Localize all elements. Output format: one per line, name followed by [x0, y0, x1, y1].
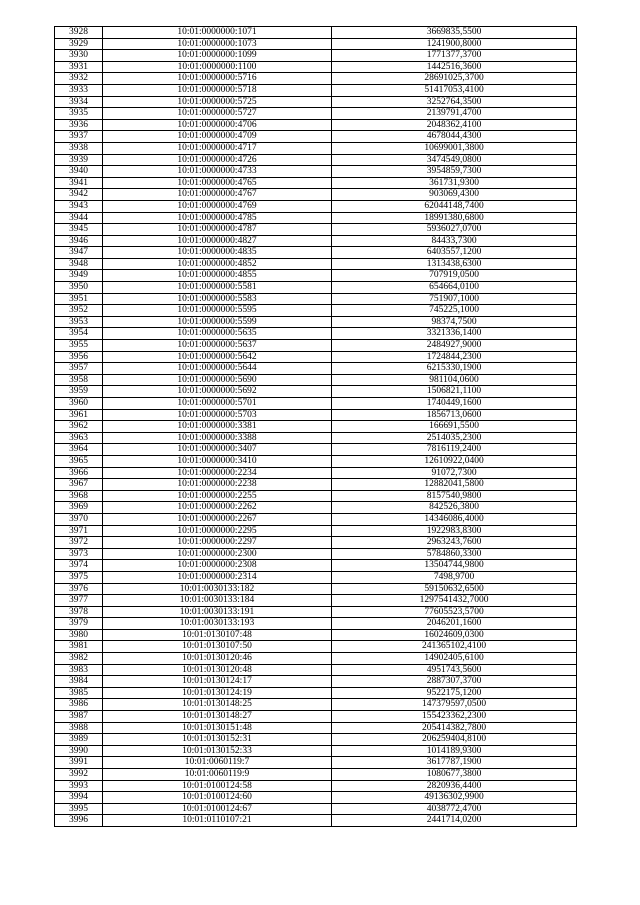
row-number-cell: 3966: [55, 467, 103, 479]
table-row: [55, 154, 577, 166]
row-number-cell: 3950: [55, 282, 103, 294]
row-number-cell: 3935: [55, 108, 103, 120]
cadastral-number-cell: 10:01:0100124:60: [103, 792, 332, 804]
value-cell: 1297541432,7000: [332, 595, 577, 607]
cadastral-number-cell: 10:01:0130152:33: [103, 745, 332, 757]
cadastral-number-cell: 10:01:0110107:21: [103, 815, 332, 827]
table-row: [55, 142, 577, 154]
row-number-cell: 3943: [55, 200, 103, 212]
value-cell: 155423362,2300: [332, 711, 577, 723]
row-number-cell: 3962: [55, 421, 103, 433]
value-cell: 1724844,2300: [332, 351, 577, 363]
cadastral-number-cell: 10:01:0000000:2300: [103, 548, 332, 560]
row-number-cell: 3930: [55, 50, 103, 62]
value-cell: 62044148,7400: [332, 200, 577, 212]
cadastral-number-cell: 10:01:0000000:5690: [103, 374, 332, 386]
row-number-cell: 3976: [55, 583, 103, 595]
row-number-cell: 3942: [55, 189, 103, 201]
cadastral-number-cell: 10:01:0030133:184: [103, 595, 332, 607]
value-cell: 1771377,3700: [332, 50, 577, 62]
cadastral-number-cell: 10:01:0000000:1071: [103, 27, 332, 39]
table-row: [55, 50, 577, 62]
table-row: [55, 583, 577, 595]
row-number-cell: 3937: [55, 131, 103, 143]
table-row: [55, 224, 577, 236]
value-cell: 2484927,9000: [332, 340, 577, 352]
table-row: [55, 247, 577, 259]
cadastral-number-cell: 10:01:0030133:191: [103, 606, 332, 618]
value-cell: 3669835,5500: [332, 27, 577, 39]
table-row: [55, 618, 577, 630]
table-row: [55, 606, 577, 618]
table-row: [55, 270, 577, 282]
row-number-cell: 3957: [55, 363, 103, 375]
table-row: [55, 61, 577, 73]
table-row: [55, 641, 577, 653]
value-cell: 3252764,3500: [332, 96, 577, 108]
table-row: [55, 282, 577, 294]
row-number-cell: 3982: [55, 653, 103, 665]
cadastral-number-cell: 10:01:0130148:25: [103, 699, 332, 711]
cadastral-number-cell: 10:01:0000000:3381: [103, 421, 332, 433]
cadastral-number-cell: 10:01:0000000:5583: [103, 293, 332, 305]
cadastral-number-cell: 10:01:0000000:2297: [103, 537, 332, 549]
table-row: [55, 305, 577, 317]
value-cell: 751907,1000: [332, 293, 577, 305]
table-row: [55, 444, 577, 456]
value-cell: 4951743,5600: [332, 664, 577, 676]
cadastral-number-cell: 10:01:0000000:4785: [103, 212, 332, 224]
row-number-cell: 3952: [55, 305, 103, 317]
cadastral-number-cell: 10:01:0000000:2267: [103, 513, 332, 525]
value-cell: 6215330,1900: [332, 363, 577, 375]
cadastral-number-cell: 10:01:0000000:5644: [103, 363, 332, 375]
value-cell: 1506821,1100: [332, 386, 577, 398]
table-row: [55, 560, 577, 572]
row-number-cell: 3932: [55, 73, 103, 85]
cadastral-number-cell: 10:01:0000000:5692: [103, 386, 332, 398]
cadastral-number-cell: 10:01:0000000:4852: [103, 258, 332, 270]
row-number-cell: 3985: [55, 687, 103, 699]
cadastral-number-cell: 10:01:0000000:2308: [103, 560, 332, 572]
value-cell: 10699001,3800: [332, 142, 577, 154]
row-number-cell: 3928: [55, 27, 103, 39]
value-cell: 49136302,9900: [332, 792, 577, 804]
value-cell: 4678044,4300: [332, 131, 577, 143]
value-cell: 18991380,6800: [332, 212, 577, 224]
data-table: [54, 26, 577, 827]
row-number-cell: 3933: [55, 84, 103, 96]
row-number-cell: 3974: [55, 560, 103, 572]
row-number-cell: 3992: [55, 769, 103, 781]
row-number-cell: 3971: [55, 525, 103, 537]
cadastral-number-cell: 10:01:0130120:46: [103, 653, 332, 665]
row-number-cell: 3931: [55, 61, 103, 73]
row-number-cell: 3972: [55, 537, 103, 549]
value-cell: 59150632,6500: [332, 583, 577, 595]
cadastral-number-cell: 10:01:0130148:27: [103, 711, 332, 723]
table-row: [55, 525, 577, 537]
cadastral-number-cell: 10:01:0000000:4855: [103, 270, 332, 282]
value-cell: 241365102,4100: [332, 641, 577, 653]
cadastral-number-cell: 10:01:0000000:4726: [103, 154, 332, 166]
row-number-cell: 3994: [55, 792, 103, 804]
table-row: [55, 537, 577, 549]
cadastral-number-cell: 10:01:0130152:31: [103, 734, 332, 746]
row-number-cell: 3953: [55, 316, 103, 328]
row-number-cell: 3981: [55, 641, 103, 653]
row-number-cell: 3960: [55, 398, 103, 410]
value-cell: 1014189,9300: [332, 745, 577, 757]
table-row: [55, 363, 577, 375]
cadastral-number-cell: 10:01:0000000:5595: [103, 305, 332, 317]
row-number-cell: 3936: [55, 119, 103, 131]
row-number-cell: 3973: [55, 548, 103, 560]
table-row: [55, 73, 577, 85]
cadastral-number-cell: 10:01:0000000:1073: [103, 38, 332, 50]
value-cell: 1922983,8300: [332, 525, 577, 537]
table-row: [55, 386, 577, 398]
value-cell: 51417053,4100: [332, 84, 577, 96]
row-number-cell: 3941: [55, 177, 103, 189]
row-number-cell: 3975: [55, 571, 103, 583]
value-cell: 2887307,3700: [332, 676, 577, 688]
value-cell: 12610922,0400: [332, 455, 577, 467]
table-row: [55, 235, 577, 247]
table-row: [55, 722, 577, 734]
cadastral-number-cell: 10:01:0000000:1100: [103, 61, 332, 73]
value-cell: 14346086,4000: [332, 513, 577, 525]
table-row: [55, 629, 577, 641]
value-cell: 1241900,8000: [332, 38, 577, 50]
row-number-cell: 3991: [55, 757, 103, 769]
cadastral-number-cell: 10:01:0000000:5637: [103, 340, 332, 352]
value-cell: 1740449,1600: [332, 398, 577, 410]
cadastral-number-cell: 10:01:0030133:193: [103, 618, 332, 630]
value-cell: 2048362,4100: [332, 119, 577, 131]
table-row: [55, 200, 577, 212]
row-number-cell: 3958: [55, 374, 103, 386]
value-cell: 8157540,9800: [332, 490, 577, 502]
cadastral-number-cell: 10:01:0000000:4733: [103, 166, 332, 178]
cadastral-number-cell: 10:01:0030133:182: [103, 583, 332, 595]
cadastral-number-cell: 10:01:0130120:48: [103, 664, 332, 676]
value-cell: 707919,0500: [332, 270, 577, 282]
table-body: [55, 27, 577, 827]
row-number-cell: 3979: [55, 618, 103, 630]
value-cell: 361731,9300: [332, 177, 577, 189]
cadastral-number-cell: 10:01:0130151:48: [103, 722, 332, 734]
table-row: [55, 166, 577, 178]
row-number-cell: 3987: [55, 711, 103, 723]
table-row: [55, 676, 577, 688]
table-row: [55, 699, 577, 711]
cadastral-number-cell: 10:01:0000000:3388: [103, 432, 332, 444]
value-cell: 77605523,5700: [332, 606, 577, 618]
cadastral-number-cell: 10:01:0100124:58: [103, 780, 332, 792]
value-cell: 3474549,0800: [332, 154, 577, 166]
row-number-cell: 3959: [55, 386, 103, 398]
table-row: [55, 734, 577, 746]
value-cell: 5936027,0700: [332, 224, 577, 236]
cadastral-number-cell: 10:01:0000000:4765: [103, 177, 332, 189]
value-cell: 3321336,1400: [332, 328, 577, 340]
table-row: [55, 189, 577, 201]
row-number-cell: 3929: [55, 38, 103, 50]
row-number-cell: 3940: [55, 166, 103, 178]
table-row: [55, 769, 577, 781]
value-cell: 28691025,3700: [332, 73, 577, 85]
row-number-cell: 3961: [55, 409, 103, 421]
value-cell: 14902405,6100: [332, 653, 577, 665]
cadastral-number-cell: 10:01:0000000:1099: [103, 50, 332, 62]
table-row: [55, 38, 577, 50]
row-number-cell: 3944: [55, 212, 103, 224]
cadastral-number-cell: 10:01:0000000:5642: [103, 351, 332, 363]
cadastral-number-cell: 10:01:0000000:2255: [103, 490, 332, 502]
cadastral-number-cell: 10:01:0060119:7: [103, 757, 332, 769]
value-cell: 4038772,4700: [332, 803, 577, 815]
row-number-cell: 3969: [55, 502, 103, 514]
value-cell: 12882041,5800: [332, 479, 577, 491]
row-number-cell: 3956: [55, 351, 103, 363]
value-cell: 206259404,8100: [332, 734, 577, 746]
value-cell: 654664,0100: [332, 282, 577, 294]
cadastral-number-cell: 10:01:0000000:5635: [103, 328, 332, 340]
row-number-cell: 3968: [55, 490, 103, 502]
value-cell: 7816119,2400: [332, 444, 577, 456]
cadastral-number-cell: 10:01:0000000:5703: [103, 409, 332, 421]
table-row: [55, 27, 577, 39]
cadastral-number-cell: 10:01:0000000:2234: [103, 467, 332, 479]
table-row: [55, 374, 577, 386]
table-row: [55, 548, 577, 560]
cadastral-number-cell: 10:01:0000000:4835: [103, 247, 332, 259]
table-row: [55, 398, 577, 410]
table-row: [55, 745, 577, 757]
cadastral-number-cell: 10:01:0000000:5716: [103, 73, 332, 85]
cadastral-number-cell: 10:01:0130124:17: [103, 676, 332, 688]
row-number-cell: 3977: [55, 595, 103, 607]
table-row: [55, 757, 577, 769]
table-row: [55, 96, 577, 108]
value-cell: 3617787,1900: [332, 757, 577, 769]
value-cell: 205414382,7800: [332, 722, 577, 734]
value-cell: 1080677,3800: [332, 769, 577, 781]
table-row: [55, 502, 577, 514]
cadastral-number-cell: 10:01:0000000:5599: [103, 316, 332, 328]
table-row: [55, 432, 577, 444]
cadastral-number-cell: 10:01:0000000:4827: [103, 235, 332, 247]
value-cell: 745225,1000: [332, 305, 577, 317]
value-cell: 842526,3800: [332, 502, 577, 514]
row-number-cell: 3951: [55, 293, 103, 305]
table-row: [55, 687, 577, 699]
row-number-cell: 3965: [55, 455, 103, 467]
value-cell: 1856713,0600: [332, 409, 577, 421]
row-number-cell: 3954: [55, 328, 103, 340]
table-row: [55, 108, 577, 120]
cadastral-number-cell: 10:01:0000000:5727: [103, 108, 332, 120]
table-row: [55, 815, 577, 827]
row-number-cell: 3934: [55, 96, 103, 108]
cadastral-number-cell: 10:01:0000000:3407: [103, 444, 332, 456]
table-row: [55, 340, 577, 352]
cadastral-number-cell: 10:01:0000000:5718: [103, 84, 332, 96]
table-row: [55, 803, 577, 815]
value-cell: 981104,0600: [332, 374, 577, 386]
cadastral-number-cell: 10:01:0130107:50: [103, 641, 332, 653]
table-row: [55, 664, 577, 676]
row-number-cell: 3989: [55, 734, 103, 746]
value-cell: 147379597,0500: [332, 699, 577, 711]
cadastral-number-cell: 10:01:0000000:5701: [103, 398, 332, 410]
table-row: [55, 84, 577, 96]
row-number-cell: 3996: [55, 815, 103, 827]
table-row: [55, 513, 577, 525]
table-row: [55, 792, 577, 804]
table-row: [55, 467, 577, 479]
table-row: [55, 780, 577, 792]
cadastral-number-cell: 10:01:0000000:4717: [103, 142, 332, 154]
value-cell: 16024609,0300: [332, 629, 577, 641]
cadastral-number-cell: 10:01:0000000:4709: [103, 131, 332, 143]
table-row: [55, 421, 577, 433]
row-number-cell: 3986: [55, 699, 103, 711]
table-row: [55, 351, 577, 363]
table-row: [55, 571, 577, 583]
value-cell: 5784860,3300: [332, 548, 577, 560]
table-row: [55, 258, 577, 270]
table-row: [55, 490, 577, 502]
row-number-cell: 3955: [55, 340, 103, 352]
value-cell: 98374,7500: [332, 316, 577, 328]
row-number-cell: 3988: [55, 722, 103, 734]
value-cell: 9522175,1200: [332, 687, 577, 699]
row-number-cell: 3983: [55, 664, 103, 676]
row-number-cell: 3938: [55, 142, 103, 154]
cadastral-number-cell: 10:01:0000000:5725: [103, 96, 332, 108]
table-row: [55, 316, 577, 328]
value-cell: 13504744,9800: [332, 560, 577, 572]
row-number-cell: 3948: [55, 258, 103, 270]
table-row: [55, 711, 577, 723]
row-number-cell: 3990: [55, 745, 103, 757]
value-cell: 7498,9700: [332, 571, 577, 583]
cadastral-number-cell: 10:01:0100124:67: [103, 803, 332, 815]
value-cell: 166691,5500: [332, 421, 577, 433]
row-number-cell: 3984: [55, 676, 103, 688]
value-cell: 2441714,0200: [332, 815, 577, 827]
cadastral-number-cell: 10:01:0000000:2262: [103, 502, 332, 514]
row-number-cell: 3939: [55, 154, 103, 166]
row-number-cell: 3963: [55, 432, 103, 444]
row-number-cell: 3995: [55, 803, 103, 815]
cadastral-number-cell: 10:01:0000000:2314: [103, 571, 332, 583]
value-cell: 6403557,1200: [332, 247, 577, 259]
row-number-cell: 3949: [55, 270, 103, 282]
cadastral-number-cell: 10:01:0000000:3410: [103, 455, 332, 467]
table-row: [55, 177, 577, 189]
table-row: [55, 119, 577, 131]
row-number-cell: 3980: [55, 629, 103, 641]
cadastral-number-cell: 10:01:0060119:9: [103, 769, 332, 781]
value-cell: 1442516,3600: [332, 61, 577, 73]
row-number-cell: 3964: [55, 444, 103, 456]
table-row: [55, 328, 577, 340]
cadastral-number-cell: 10:01:0000000:5581: [103, 282, 332, 294]
value-cell: 2139791,4700: [332, 108, 577, 120]
cadastral-number-cell: 10:01:0000000:4706: [103, 119, 332, 131]
value-cell: 1313438,6300: [332, 258, 577, 270]
cadastral-number-cell: 10:01:0000000:2295: [103, 525, 332, 537]
value-cell: 2820936,4400: [332, 780, 577, 792]
table-row: [55, 455, 577, 467]
cadastral-number-cell: 10:01:0000000:4767: [103, 189, 332, 201]
cadastral-number-cell: 10:01:0000000:4769: [103, 200, 332, 212]
cadastral-number-cell: 10:01:0130124:19: [103, 687, 332, 699]
row-number-cell: 3947: [55, 247, 103, 259]
row-number-cell: 3967: [55, 479, 103, 491]
row-number-cell: 3993: [55, 780, 103, 792]
value-cell: 91072,7300: [332, 467, 577, 479]
value-cell: 2046201,1600: [332, 618, 577, 630]
value-cell: 903069,4300: [332, 189, 577, 201]
table-row: [55, 293, 577, 305]
row-number-cell: 3970: [55, 513, 103, 525]
value-cell: 84433,7300: [332, 235, 577, 247]
table-row: [55, 595, 577, 607]
table-row: [55, 479, 577, 491]
table-row: [55, 409, 577, 421]
row-number-cell: 3946: [55, 235, 103, 247]
row-number-cell: 3945: [55, 224, 103, 236]
row-number-cell: 3978: [55, 606, 103, 618]
cadastral-number-cell: 10:01:0130107:48: [103, 629, 332, 641]
table-row: [55, 212, 577, 224]
cadastral-number-cell: 10:01:0000000:4787: [103, 224, 332, 236]
value-cell: 2514035,2300: [332, 432, 577, 444]
cadastral-number-cell: 10:01:0000000:2238: [103, 479, 332, 491]
table-row: [55, 653, 577, 665]
value-cell: 3954859,7300: [332, 166, 577, 178]
table-row: [55, 131, 577, 143]
value-cell: 2963243,7600: [332, 537, 577, 549]
